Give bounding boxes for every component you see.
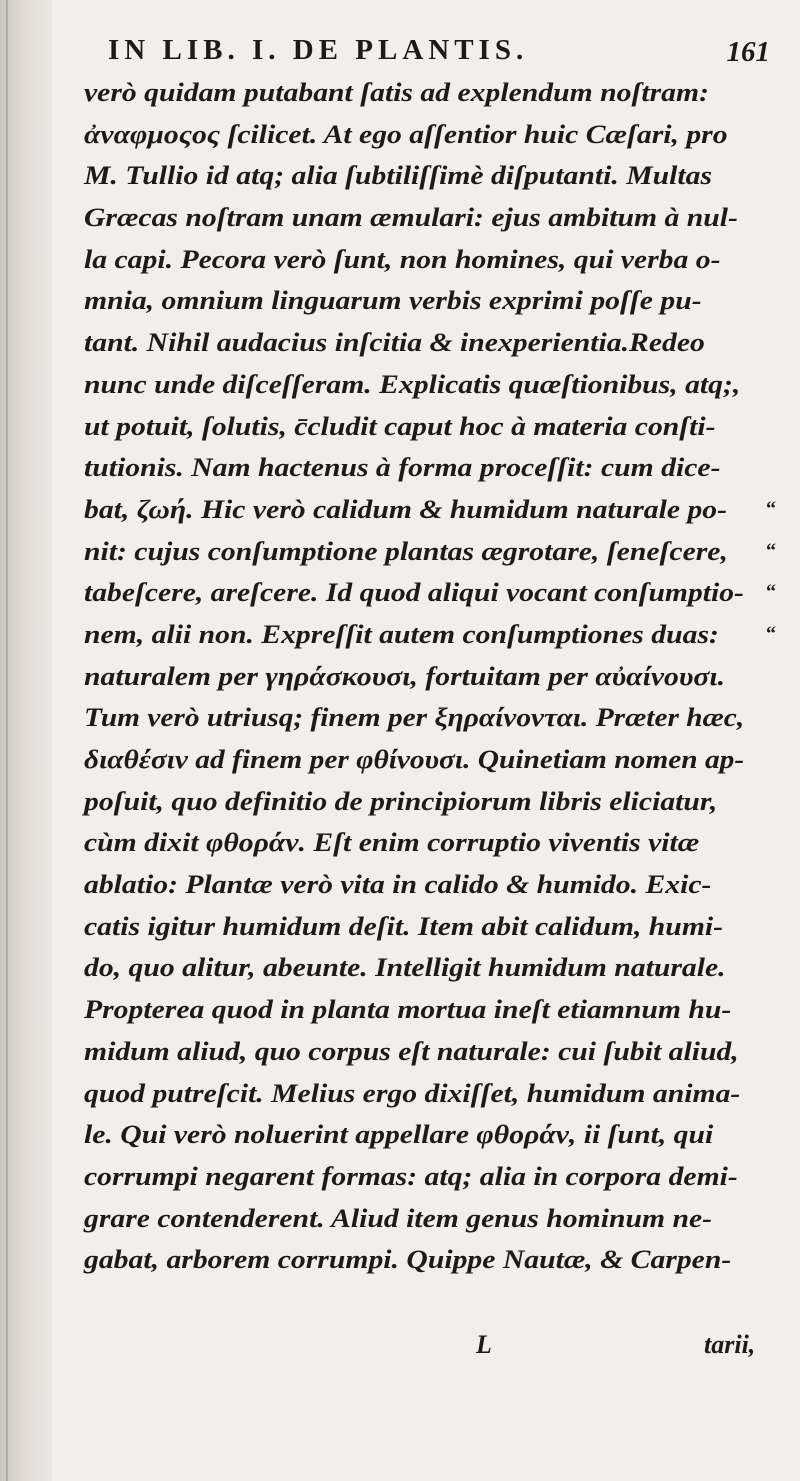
text-line: corrumpi negarent formas: atq; alia in corpora demi- (84, 1160, 738, 1191)
catchword: tarii, (704, 1330, 756, 1359)
text-line: ἀναφμοςος ſcilicet. At ego aſſentior huic Cæſari, pro (84, 118, 728, 149)
binding-gutter (0, 0, 52, 1481)
text-line: poſuit, quo definitio de principiorum libris eliciatur, (84, 785, 718, 816)
text-line: Propterea quod in planta mortua ineſt etiamnum hu- (84, 994, 732, 1025)
margin-quote-mark: “ (766, 539, 776, 562)
text-line: διαθέσιν ad finem per φθίνουσι. Quinetiam nomen ap- (84, 744, 745, 774)
text-line: nunc unde diſceſſeram. Explicatis quæſtionibus, atq;, (84, 368, 741, 399)
text-line: cùm dixit φθοράν. Eſt enim corruptio viventis vitæ (84, 827, 700, 858)
text-line: tant. Nihil audacius inſcitia & inexperientia.Redeo (84, 327, 705, 358)
margin-quote-mark: “ (766, 497, 776, 520)
text-line: le. Qui verò noluerint appellare φθοράν, ii ſunt, qui (84, 1119, 714, 1150)
text-line: nit: cujus conſumptione plantas ægrotare, ſeneſcere, “ (84, 531, 774, 573)
body-text (84, 72, 774, 1281)
text-line: do, quo alitur, abeunte. Intelligit humidum naturale. (84, 952, 726, 983)
text-line: la capi. Pecora verò ſunt, non homines, qui verba o- (84, 243, 721, 274)
text-line: ablatio: Plantæ verò vita in calido & humido. Exic- (84, 869, 712, 900)
text-line: Græcas noſtram unam æmulari: ejus ambitum à nul- (84, 202, 738, 233)
page-header (108, 34, 770, 74)
text-line: naturalem per γηράσκουσι, fortuitam per αὐαίνουσι. (84, 660, 726, 691)
signature-mark: L (476, 1330, 492, 1359)
text-line: M. Tullio id atq; alia ſubtiliſſimè diſputanti. Multas (84, 160, 713, 191)
text-line: grare contenderent. Aliud item genus hominum ne- (84, 1202, 713, 1233)
text-line: verò quidam putabant ſatis ad explendum noſtram: (84, 77, 709, 107)
text-line: tutionis. Nam hactenus à forma proceſſit: cum dice- (84, 452, 721, 483)
running-title: IN LIB. I. DE PLANTIS. (108, 34, 529, 66)
text-line: quod putreſcit. Melius ergo dixiſſet, humidum anima- (84, 1077, 741, 1108)
text-line: catis igitur humidum deſit. Item abit calidum, humi- (84, 910, 724, 941)
text-line: ut potuit, ſolutis, c̄cludit caput hoc à materia conſti- (84, 410, 716, 441)
text-line: midum aliud, quo corpus eſt naturale: cui ſubit aliud, (84, 1035, 739, 1066)
margin-quote-mark: “ (766, 622, 776, 645)
text-line: tabeſcere, areſcere. Id quod aliqui vocant conſumptio- “ (84, 572, 774, 614)
text-line: Tum verò utriusq; finem per ξηραίνονται. Præter hæc, (84, 702, 745, 733)
page-footer (84, 1330, 774, 1370)
text-line: gabat, arborem corrumpi. Quippe Nautæ, & Carpen- (84, 1244, 732, 1275)
text-line: mnia, omnium linguarum verbis exprimi poſſe pu- (84, 285, 702, 316)
text-line: bat, ζωή. Hic verò calidum & humidum naturale po- “ (84, 489, 774, 531)
page-number: 161 (726, 36, 770, 68)
gutter-edge (6, 0, 8, 1481)
margin-quote-mark: “ (766, 581, 776, 604)
text-line: nem, alii non. Expreſſit autem conſumptiones duas: “ (84, 614, 774, 656)
